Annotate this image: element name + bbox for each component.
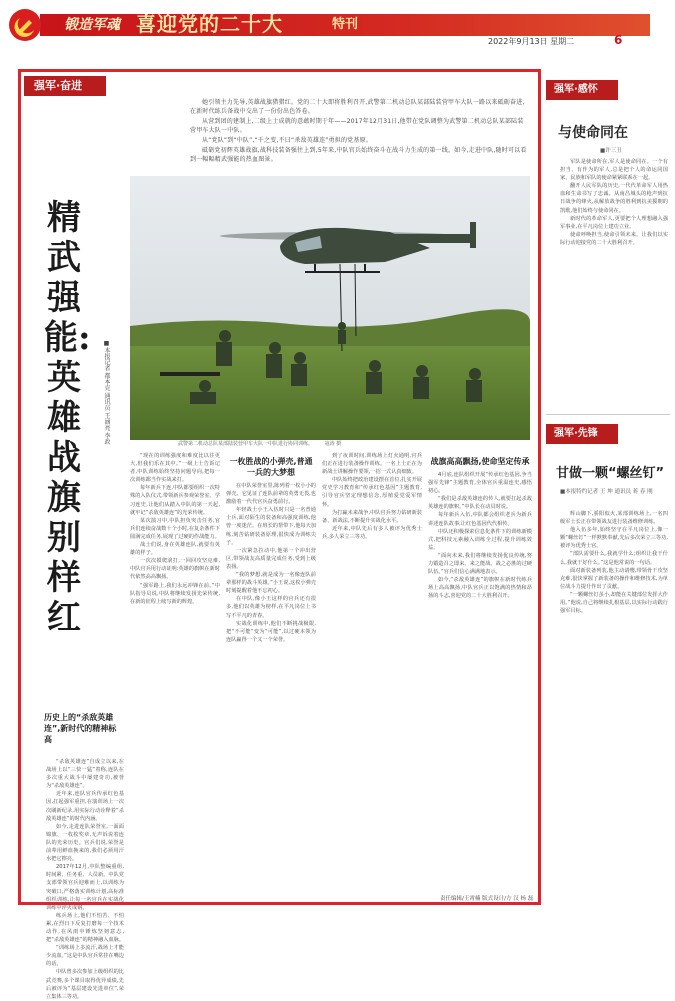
party-emblem-icon [8, 8, 42, 42]
paragraph: 辉山脚下,骄阳似火,某部训练场上,一名四级军士长正在带领战友进行装备维修训练。 [560, 511, 668, 526]
paragraph: “杀敌英雄连”自成立以来,在战场上以“三快一猛”着称,连队在多次重大战斗中屡建奇功,被誉为“杀敌英雄连”。 [46, 759, 124, 790]
intro-paragraph: 她引领主力先导,英雄战旗猎猎红。党的二十大即将胜利召开,武警第二机动总队某部陆装营甲车大队一路以来砥砺奋进,在新时代练兵备战中交出了一份份出色答卷。 [190, 99, 525, 115]
paragraph: 新时代的革命军人,更要把个人理想融入强军事业,在平凡岗位上建功立业。 [560, 215, 668, 230]
right-kicker-2: 强军·先锋 [546, 424, 618, 444]
paragraph: 翻开人民军队的历史,一代代革命军人用热血和生命书写了忠诚。从南昌城头的枪声到抗日战争的烽火,从解放战争的胜利到抗美援朝的凯歌,他们始终与使命同在。 [560, 183, 668, 214]
article-headline: 精武强能:英雄战旗别样红 [44, 198, 91, 638]
section-kicker: 强军·奋进 [24, 76, 106, 96]
paragraph: 4月底,连队组织开展“传承红色基因,争当强军先锋”主题教育,全体官兵重温连史,感悟初心。 [428, 472, 532, 495]
paragraph: “我的梦想,就是成为一名像连队前辈那样的战斗英雄。”小王说,这枚小弹壳时刻提醒着他不忘初心。 [226, 572, 316, 595]
article-intro [190, 98, 528, 172]
right-author-2: ■本报特约记者 王 坤 通讯员 蒋 春 刚 [560, 489, 653, 495]
paragraph: “面向未来,我们将继续发扬优良传统,努力锻造召之即来、来之能战、战之必胜的过硬队伍。”官兵们信心满满地表示。 [428, 552, 532, 576]
paragraph: 中队始终把政治建设摆在首位,扎实开展党史学习教育和“传承红色基因”主题教育,引导官兵坚定理想信念,厚植爱党爱军情怀。 [322, 477, 422, 508]
helicopter-training-photo [130, 176, 530, 440]
paragraph: 近年来,连队官兵传承红色基因,扛起强军重担,在演训场上一次次刷新纪录,用实际行动诠释着“杀敌英雄连”的时代内涵。 [46, 791, 124, 822]
paragraph: 实战化训练中,他们不断挑战极限,把“不可能”变为“可能”,以过硬本领为连队赢得一个又一个荣誉。 [226, 620, 316, 643]
intro-paragraph: 从营到团的建制上,二级上士成就的意蕴时期于年——2017年12月31日,他带在党队调整为武警第二机动总队某部陆装营甲车大队一中队。 [190, 118, 524, 134]
paragraph: 战士们说,身在英雄连队,就要有英雄的样子。 [130, 542, 220, 557]
article-column [428, 452, 532, 884]
caption-text: 武警第二机动总队某部陆装营甲车大队一中队进行协同训练。 [178, 441, 314, 447]
paragraph: 一次紧急拉动中,他第一个冲出营区,带领战友高质量完成任务,受到上级表扬。 [226, 547, 316, 570]
article-column [130, 452, 220, 884]
intro-paragraph: 从“党队”到“中队”,“千之变,不曰“杀敌英雄连”勇担的党基原。 [202, 137, 372, 144]
issue-date: 2022年9月13日 星期二 [488, 37, 575, 46]
paragraph: “强军路上,我们永远冲锋在前。”中队指导员说,中队将继续发扬光荣传统,在新的征程上续写新的辉煌。 [130, 582, 220, 605]
intro-paragraph: 砥砺党初辉英雄战旗,战科技装备强往上到,5年来,中队官兵始终奋斗在战斗力生成的第一线。如今,走进中队,随时可以看到一幅幅精武强能的热血图景。 [190, 147, 527, 163]
masthead-tag: 特刊 [332, 17, 359, 32]
masthead-title: 喜迎党的二十大 [136, 12, 283, 36]
paragraph: 某次演习中,中队担负突击任务,官兵们连续奋战数十个小时,在复杂条件下圆满完成任务,展现了过硬的作战能力。 [130, 517, 220, 540]
paragraph: “现在的训练强度和难度比以往更大,但我们乐在其中。”一级上士告诉记者,中队训练始终坚持问题导向,把每一次训练都当作实战来打。 [130, 453, 220, 484]
article-column [46, 758, 125, 1000]
article-column [322, 452, 422, 884]
paragraph: “部队需要什么,我就学什么;组织让我干什么,我就干好什么。”这是他常说的一句话。 [560, 551, 668, 566]
paragraph: 一次次摸爬滚打,一回回攻坚克难,中队官兵用行动证明:英雄的旗帜在新时代依然高高飘扬。 [130, 558, 220, 581]
editor-credits: 责任编辑/王霄楠 版式设计/方 汉 杨 磊 [440, 896, 534, 902]
paragraph: 面对新装备列装,他主动请缨,带领骨干攻坚克难,很快掌握了新装备的操作和维修技术,为单位战斗力提升作出了贡献。 [560, 567, 668, 590]
right-title-2: 甘做一颗“螺丝钉” [556, 466, 665, 481]
paragraph: 近年来,中队先后有多人被评为优秀士兵,多人荣立三等功。 [322, 525, 422, 540]
paragraph: 他入伍多年,始终坚守在平凡岗位上,像一颗“螺丝钉”一样默默奉献,先后多次荣立三等功,被评为优秀士官。 [560, 527, 668, 550]
paragraph: “我们是杀敌英雄连的传人,就要扛起杀敌英雄连的旗帜。”中队长在动员时说。 [428, 496, 532, 511]
paragraph: 每年新兵下连,中队都要组织一次特殊的入队仪式,带领新兵参观荣誉室、学习连史,让他们从踏入中队的第一天起,就牢记“杀敌英雄连”的光荣传统。 [130, 485, 220, 516]
right-divider [546, 414, 670, 415]
paragraph: 每年新兵入伍,中队都会组织老兵为新兵讲述连队故事,让红色基因代代相传。 [428, 512, 532, 527]
photo-caption [178, 439, 528, 449]
section-heading: 战旗高高飘扬,使命坚定传承 [430, 457, 530, 466]
paragraph: 如今,“杀敌英雄连”的旗帜在新时代练兵场上高高飘扬,中队官兵正以饱满的热情和昂扬的斗志,喜迎党的二十大胜利召开。 [428, 577, 532, 600]
paragraph: 为打赢未来战争,中队官兵努力钻研新装备、新战法,不断提升实战化水平。 [322, 509, 422, 524]
article-column [226, 452, 316, 884]
article-subhead: 历史上的“杀敌英雄连”,新时代的精神标高 [44, 713, 117, 744]
paragraph: 到了夜训时间,训练场上灯火通明,官兵们正在进行装备操作训练。一名上士正在为新战士讲解操作要领,一招一式认真细致。 [322, 453, 422, 476]
page-number: 6 [614, 33, 623, 47]
paragraph: “一颗螺丝钉虽小,却能在关键部位发挥大作用。”他说,自己将继续扎根基层,以实际行动践行强军目标。 [560, 591, 668, 615]
photo-credit: 寇涛 摄 [324, 441, 342, 447]
paragraph: 使命呼唤担当,使命引领未来。让我们以实际行动迎接党的二十大胜利召开。 [560, 231, 668, 246]
right-column-body-1 [560, 158, 668, 406]
paragraph: 在中队荣誉室里,陈列着一枚小小的弹壳。它见证了连队前辈的英勇无畏,也激励着一代代官兵奋勇前行。 [226, 483, 316, 506]
paragraph: 年轻战士小王入伍时只是一名普通士兵,面对陌生的装备和高强度训练,他曾一度迷茫。在班长的帮带下,他每天加练,刻苦钻研装备原理,很快成为训练尖子。 [226, 507, 316, 546]
paragraph: 练兵场上,他们不怕苦、不怕累,在烈日下反复打磨每一个技术动作,在风雨中锤炼坚韧意志,把“杀敌英雄连”的精神融入血脉。 [46, 912, 125, 944]
right-column-body-2 [560, 510, 668, 900]
masthead-script-title: 锻造军魂 [64, 17, 120, 33]
right-author-1: ■许三丑 [600, 148, 622, 154]
paragraph: 军队是使命所在,军人是使命同在。一个有担当、有作为的军人,总是把个人的命运同国家、民族和军队的使命紧紧联系在一起。 [560, 159, 668, 182]
right-kicker-1: 强军·感怀 [546, 80, 618, 100]
paragraph: 如今,走进连队荣誉室,一面面锦旗、一枚枚奖章,无声诉说着连队的光荣历史。官兵们说,荣誉是前辈用鲜血换来的,我们必须用汗水把它擦亮。 [46, 823, 124, 863]
right-title-1: 与使命同在 [558, 125, 628, 141]
paragraph: 2017年12月,中队整编重组,时间紧、任务重、人员新。中队党支部带领官兵迎难而上,以训练为突破口,严格落实训练计划,高标准组织训练,让每一名官兵在实战化训练中淬火成钢。 [46, 864, 124, 911]
paragraph: 在中队,像小王这样的官兵还有很多,他们以英雄为榜样,在平凡岗位上书写不平凡的青春。 [226, 596, 316, 619]
paragraph: 中队还积极探索信息化条件下的训练新模式,把科技元素融入训练全过程,提升训练效益。 [428, 528, 532, 551]
photo-illustration [130, 176, 530, 440]
section-heading: 一枚胜战的小弹壳,普通一兵的大梦想 [229, 457, 313, 477]
paragraph: 中队曾多次参加上级组织的比武竞赛,多个课目取得优异成绩,先后被评为“基层建设先进单位”,荣立集体三等功。 [46, 969, 124, 1000]
paragraph: “训练场上多流汗,战场上才能少流血。”这是中队官兵常挂在嘴边的话。 [46, 945, 124, 968]
article-byline: ■本报记者 都本克 通讯员 王涵亮 李政 [103, 340, 110, 445]
masthead [0, 0, 675, 46]
